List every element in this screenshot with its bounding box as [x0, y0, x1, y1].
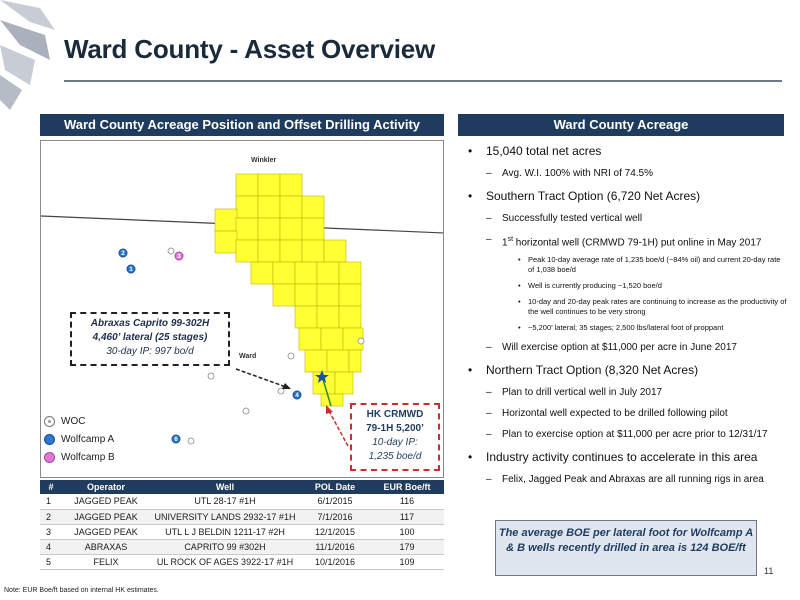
title-divider [64, 80, 782, 82]
cell-well: UNIVERSITY LANDS 2932-17 #1H [150, 509, 300, 524]
cell-number: 3 [40, 524, 62, 539]
bullet-first-horizontal-text: horizontal well (CRMWD 79-1H) put online in May 2017 [513, 237, 762, 249]
company-logo [0, 0, 60, 110]
bullet-first-horizontal [462, 234, 788, 249]
well-marker-4-label: 4 [295, 393, 299, 399]
table-header-row [40, 480, 444, 494]
legend-label-wolfcamp-a: Wolfcamp A [61, 433, 115, 445]
table-row [40, 539, 444, 554]
wolfcamp-b-icon [44, 452, 55, 463]
acreage-bullets [462, 140, 788, 486]
cell-operator: JAGGED PEAK [62, 509, 150, 524]
page-title: Ward County - Asset Overview [64, 34, 436, 64]
table-row [40, 494, 444, 509]
cell-eur: 179 [370, 539, 444, 554]
well-marker-2-label: 2 [121, 251, 125, 257]
cell-pol-date: 12/1/2015 [300, 524, 370, 539]
table-row [40, 509, 444, 524]
county-label-ward: Ward [239, 353, 257, 360]
cell-operator: JAGGED PEAK [62, 494, 150, 509]
footnote: Note: EUR Boe/ft based on internal HK estimates. [4, 587, 159, 594]
acreage-blocks [215, 174, 363, 406]
col-header-number: # [40, 480, 62, 494]
bullet-vertical-test: – Successfully tested vertical well [462, 213, 788, 225]
legend-item-wolfcamp-b [44, 448, 115, 466]
acreage-section-header: Ward County Acreage [458, 114, 784, 136]
cell-pol-date: 11/1/2016 [300, 539, 370, 554]
abraxas-arrow [236, 369, 286, 387]
map-section-header: Ward County Acreage Position and Offset Drilling Activity [40, 114, 444, 136]
hk-callout-lateral: 79-1H 5,200’ [366, 423, 424, 434]
legend-label-wolfcamp-b: Wolfcamp B [61, 451, 115, 463]
well-marker-3-label: 3 [177, 254, 181, 260]
map-legend [44, 412, 115, 466]
cell-operator: ABRAXAS [62, 539, 150, 554]
cell-eur: 116 [370, 494, 444, 509]
hk-callout [350, 403, 440, 471]
col-header-well: Well [150, 480, 300, 494]
bullet-vertical-july: – Plan to drill vertical well in July 2017 [462, 387, 788, 399]
woc-icon [44, 416, 55, 427]
bullet-current-production: • Well is currently producing ~1,520 boe/d [462, 281, 788, 291]
boe-summary-box: The average BOE per lateral foot for Wolfcamp A & B wells recently drilled in area is 124 BOE/ft [495, 520, 757, 576]
cell-well: UTL L J BELDIN 1211-17 #2H [150, 524, 300, 539]
cell-eur: 117 [370, 509, 444, 524]
well-marker-1-label: 1 [129, 267, 133, 273]
abraxas-callout [70, 312, 230, 366]
cell-pol-date: 6/1/2015 [300, 494, 370, 509]
legend-label-woc: WOC [61, 415, 86, 427]
offset-wells-table [40, 480, 444, 570]
legend-item-woc [44, 412, 115, 430]
hk-callout-well: HK CRMWD [366, 409, 424, 420]
abraxas-callout-ip: 30-day IP: 997 bo/d [106, 346, 194, 357]
bullet-industry-activity: • Industry activity continues to accelerate in this area [462, 450, 788, 465]
bullet-working-interest: – Avg. W.I. 100% with NRI of 74.5% [462, 168, 788, 180]
cell-pol-date: 10/1/2016 [300, 554, 370, 569]
cell-eur: 109 [370, 554, 444, 569]
col-header-pol-date: POL Date [300, 480, 370, 494]
cell-number: 4 [40, 539, 62, 554]
county-label-winkler: Winkler [251, 157, 277, 164]
wolfcamp-a-icon [44, 434, 55, 445]
col-header-operator: Operator [62, 480, 150, 494]
cell-number: 5 [40, 554, 62, 569]
bullet-rates-increasing: • 10-day and 20-day peak rates are continuing to increase as the productivity of the well continues to be very strong [462, 297, 788, 317]
page-number: 11 [764, 566, 774, 576]
cell-operator: FELIX [62, 554, 150, 569]
bullet-lateral-details: • ~5,200’ lateral; 35 stages; 2,500 lbs/lateral foot of proppant [462, 323, 788, 333]
cell-well: CAPRITO 99 #302H [150, 539, 300, 554]
cell-well: UTL 28-17 #1H [150, 494, 300, 509]
bullet-southern-tract: • Southern Tract Option (6,720 Net Acres) [462, 189, 788, 204]
cell-pol-date: 7/1/2016 [300, 509, 370, 524]
cell-eur: 100 [370, 524, 444, 539]
table-row [40, 554, 444, 569]
cell-number: 2 [40, 509, 62, 524]
bullet-rigs-running: – Felix, Jagged Peak and Abraxas are all running rigs in area [462, 474, 788, 486]
abraxas-callout-lateral: 4,460’ lateral (25 stages) [92, 332, 208, 343]
legend-item-wolfcamp-a [44, 430, 115, 448]
cell-operator: JAGGED PEAK [62, 524, 150, 539]
cell-number: 1 [40, 494, 62, 509]
cell-well: UL ROCK OF AGES 3922-17 #1H [150, 554, 300, 569]
bullet-total-acres: • 15,040 total net acres [462, 144, 788, 159]
bullet-option-june: – Will exercise option at $11,000 per acre in June 2017 [462, 342, 788, 354]
hk-callout-ip-value: 1,235 boe/d [368, 451, 422, 462]
bullet-first-horizontal-num: 1 [502, 237, 508, 249]
hk-callout-ip-label: 10-day IP: [372, 437, 418, 448]
bullet-option-december: – Plan to exercise option at $11,000 per acre prior to 12/31/17 [462, 429, 788, 441]
bullet-first-horizontal-sup: st [507, 236, 514, 243]
bullet-horizontal-pilot: – Horizontal well expected to be drilled following pilot [462, 408, 788, 420]
bullet-northern-tract: • Northern Tract Option (8,320 Net Acres) [462, 363, 788, 378]
well-marker-6-label: 6 [174, 437, 178, 443]
table-row [40, 524, 444, 539]
hk-arrow-head [326, 405, 333, 414]
col-header-eur: EUR Boe/ft [370, 480, 444, 494]
hk-arrow [329, 411, 348, 446]
abraxas-callout-well: Abraxas Caprito 99-302H [90, 318, 210, 329]
bullet-peak-rate: • Peak 10-day average rate of 1,235 boe/d (~84% oil) and current 20-day rate of 1,038 boe/d [462, 255, 788, 275]
